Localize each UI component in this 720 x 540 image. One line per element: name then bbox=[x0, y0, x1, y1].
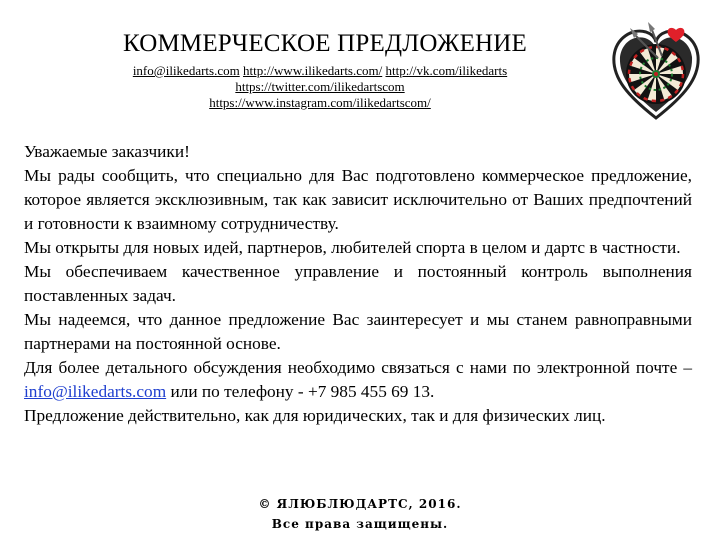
paragraph-quality: Мы обеспечиваем качественное управление и постоянный контроль выполнения поставленных задач. bbox=[24, 262, 692, 305]
body-email-link[interactable]: info@ilikedarts.com bbox=[24, 382, 167, 401]
vk-link[interactable]: http://vk.com/ilikedarts bbox=[385, 63, 508, 78]
links-line-1 bbox=[60, 63, 580, 79]
links-line-3 bbox=[60, 95, 580, 111]
paragraph-intro: Мы рады сообщить, что специально для Вас подготовлено коммерческое предложение, которое является эксклюзивным, так как зависит исключительно от Ваших предпочтений и готовности к взаимному сотрудничеству. bbox=[24, 166, 692, 233]
phone-text: или по телефону - +7 985 455 69 13. bbox=[166, 382, 435, 401]
instagram-link[interactable]: https://www.instagram.com/ilikedartscom/ bbox=[209, 95, 431, 110]
copyright-line: © ЯЛЮБЛЮДАРТС, 2016. bbox=[258, 497, 462, 511]
letter-body bbox=[24, 140, 692, 428]
contact-links bbox=[60, 63, 580, 111]
paragraph-validity: Предложение действительно, как для юридических, так и для физических лиц. bbox=[24, 406, 606, 425]
paragraph-contact bbox=[24, 356, 692, 404]
email-link[interactable]: info@ilikedarts.com bbox=[132, 63, 240, 78]
rights-line: Все права защищены. bbox=[271, 517, 449, 531]
page-title: КОММЕРЧЕСКОЕ ПРЕДЛОЖЕНИЕ bbox=[122, 30, 528, 57]
links-line-2 bbox=[60, 79, 580, 95]
twitter-link[interactable]: https://twitter.com/ilikedartscom bbox=[235, 79, 405, 94]
website-link[interactable]: http://www.ilikedarts.com/ bbox=[242, 63, 383, 78]
dartboard-heart-icon bbox=[606, 16, 706, 126]
paragraph-hope: Мы надеемся, что данное предложение Вас заинтересует и мы станем равноправными партнерами на постоянной основе. bbox=[24, 310, 692, 353]
contact-text: Для более детального обсуждения необходимо связаться с нами по электронной почте – bbox=[24, 358, 692, 377]
footer bbox=[160, 494, 560, 534]
greeting: Уважаемые заказчики! bbox=[24, 142, 190, 161]
paragraph-open: Мы открыты для новых идей, партнеров, любителей спорта в целом и дартс в частности. bbox=[24, 238, 681, 257]
